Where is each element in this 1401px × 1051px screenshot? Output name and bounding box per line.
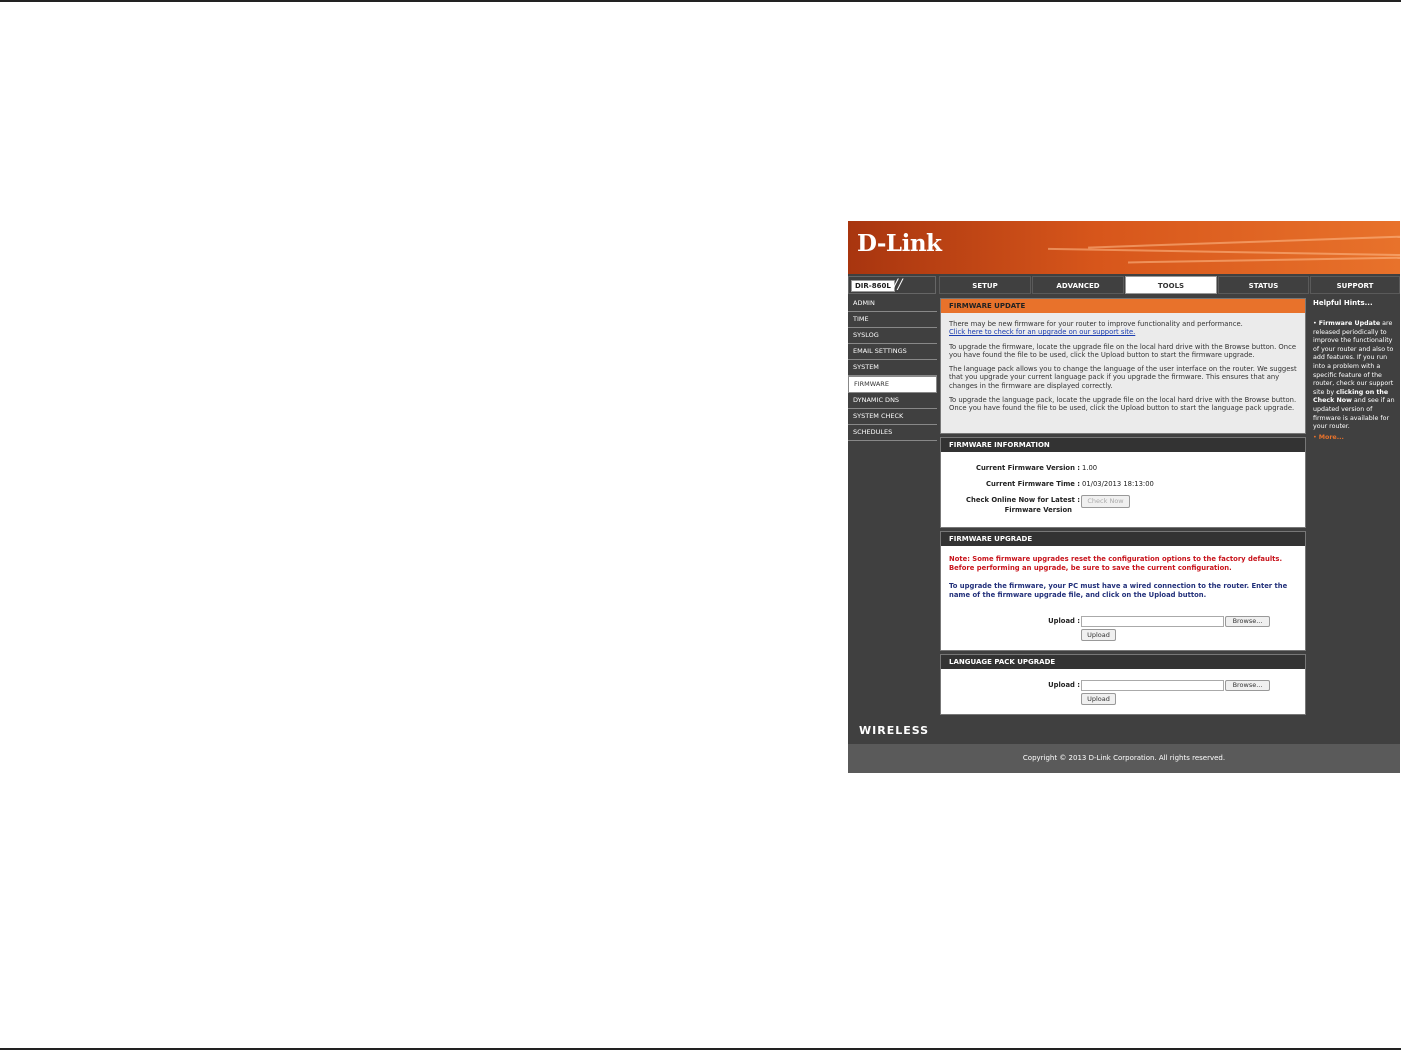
sidebar-item-dynamic-dns[interactable]: DYNAMIC DNS	[848, 393, 937, 409]
sidebar-item-firmware[interactable]: FIRMWARE	[848, 376, 937, 393]
sidebar-item-system[interactable]: SYSTEM	[848, 360, 937, 376]
firmware-update-section	[940, 298, 1306, 434]
firmware-upgrade-instructions: To upgrade the firmware, locate the upgrade file on the local hard drive with the Browse button. Once you have found the file to be used, click the Upload button to start the firmware upgrade.	[949, 342, 1297, 359]
main-content	[939, 296, 1308, 716]
helpful-hints-title: Helpful Hints...	[1313, 299, 1373, 307]
language-upload-button[interactable]: Upload	[1081, 693, 1116, 705]
firmware-information-title: FIRMWARE INFORMATION	[941, 438, 1305, 452]
firmware-information-section	[940, 437, 1306, 528]
tab-setup[interactable]: SETUP	[939, 276, 1031, 294]
language-file-input[interactable]	[1081, 680, 1224, 691]
firmware-upgrade-note: Note: Some firmware upgrades reset the configuration options to the factory defaults. Before performing an upgrade, be sure to save the current configuration.	[949, 555, 1283, 572]
check-online-label-line2: Firmware Version	[1004, 506, 1072, 514]
copyright-text: Copyright © 2013 D-Link Corporation. All rights reserved.	[1022, 754, 1226, 762]
firmware-update-intro: There may be new firmware for your router to improve functionality and performance.	[949, 320, 1243, 328]
hint-firmware-update: Firmware Update	[1318, 320, 1381, 327]
firmware-browse-button[interactable]: Browse...	[1225, 616, 1270, 627]
firmware-upgrade-wired-note: To upgrade the firmware, your PC must have a wired connection to the router. Enter the name of the firmware upgrade file, and click on the Upload button.	[949, 582, 1288, 599]
firmware-upload-label: Upload :	[1048, 617, 1080, 625]
hint-more-bullet-icon: •	[1313, 433, 1317, 441]
hint-bullet-icon: •	[1313, 320, 1317, 327]
language-upload-label: Upload :	[1048, 681, 1080, 689]
hint-more-link[interactable]: More...	[1318, 433, 1344, 441]
dlink-logo: D-Link	[857, 230, 942, 257]
firmware-time-label: Current Firmware Time :	[986, 480, 1080, 488]
language-pack-info: The language pack allows you to change the language of the user interface on the router. We suggest that you upgrade your current language pack if you upgrade the firmware. This ensures that any changes in the firmware are displayed correctly.	[949, 365, 1297, 390]
sidebar-item-syslog[interactable]: SYSLOG	[848, 328, 937, 344]
wireless-footer	[848, 716, 1400, 744]
tab-support[interactable]: SUPPORT	[1310, 276, 1400, 294]
model-label: DIR-860L	[851, 280, 895, 292]
firmware-upgrade-title: FIRMWARE UPGRADE	[941, 532, 1305, 546]
hint-text-3: and see if an updated version of firmware is available for your router.	[1313, 397, 1395, 431]
support-site-link[interactable]: Click here to check for an upgrade on our support site.	[949, 328, 1136, 337]
hint-check-now: clicking on the Check Now	[1313, 388, 1389, 405]
sidebar-item-schedules[interactable]: SCHEDULES	[848, 425, 937, 441]
tab-advanced[interactable]: ADVANCED	[1032, 276, 1124, 294]
firmware-version-value: 1.00	[1082, 464, 1098, 472]
firmware-version-label: Current Firmware Version :	[975, 464, 1080, 472]
header-banner	[848, 221, 1400, 274]
firmware-upgrade-section	[940, 531, 1306, 651]
tab-tools[interactable]: TOOLS	[1125, 276, 1217, 294]
tab-status[interactable]: STATUS	[1218, 276, 1309, 294]
firmware-upload-button[interactable]: Upload	[1081, 629, 1116, 641]
router-admin-screenshot	[848, 221, 1400, 773]
hint-text-1: are released periodically to improve the functionality of your router and also to add features. If you run into a problem with a specific feature of the router, check our support site by	[1313, 320, 1394, 396]
language-pack-title: LANGUAGE PACK UPGRADE	[941, 655, 1305, 669]
wireless-label: WIRELESS	[859, 724, 930, 737]
model-badge	[848, 276, 936, 294]
firmware-update-title: FIRMWARE UPDATE	[941, 299, 1305, 313]
top-page-rule	[0, 0, 1401, 2]
firmware-time-value: 01/03/2013 18:13:00	[1082, 480, 1154, 488]
firmware-file-input[interactable]	[1081, 616, 1224, 627]
language-pack-section	[940, 654, 1306, 715]
sidebar-item-admin[interactable]: ADMIN	[848, 296, 937, 312]
sidebar-item-email-settings[interactable]: EMAIL SETTINGS	[848, 344, 937, 360]
sidebar-item-time[interactable]: TIME	[848, 312, 937, 328]
sidebar	[848, 296, 937, 716]
language-pack-instructions: To upgrade the language pack, locate the upgrade file on the local hard drive with the Browse button. Once you have found the file to be used, click the Upload button to start the language pack upgrade.	[949, 396, 1297, 413]
helpful-hints-panel	[1310, 296, 1400, 716]
model-slashes: //	[893, 277, 903, 293]
language-browse-button[interactable]: Browse...	[1225, 680, 1270, 691]
sidebar-item-system-check[interactable]: SYSTEM CHECK	[848, 409, 937, 425]
check-now-button[interactable]: Check Now	[1081, 495, 1130, 508]
check-online-label: Check Online Now for Latest :	[966, 496, 1080, 504]
copyright-bar	[848, 744, 1400, 773]
bottom-page-rule	[0, 1048, 1401, 1050]
helpful-hints-body	[1313, 320, 1397, 442]
